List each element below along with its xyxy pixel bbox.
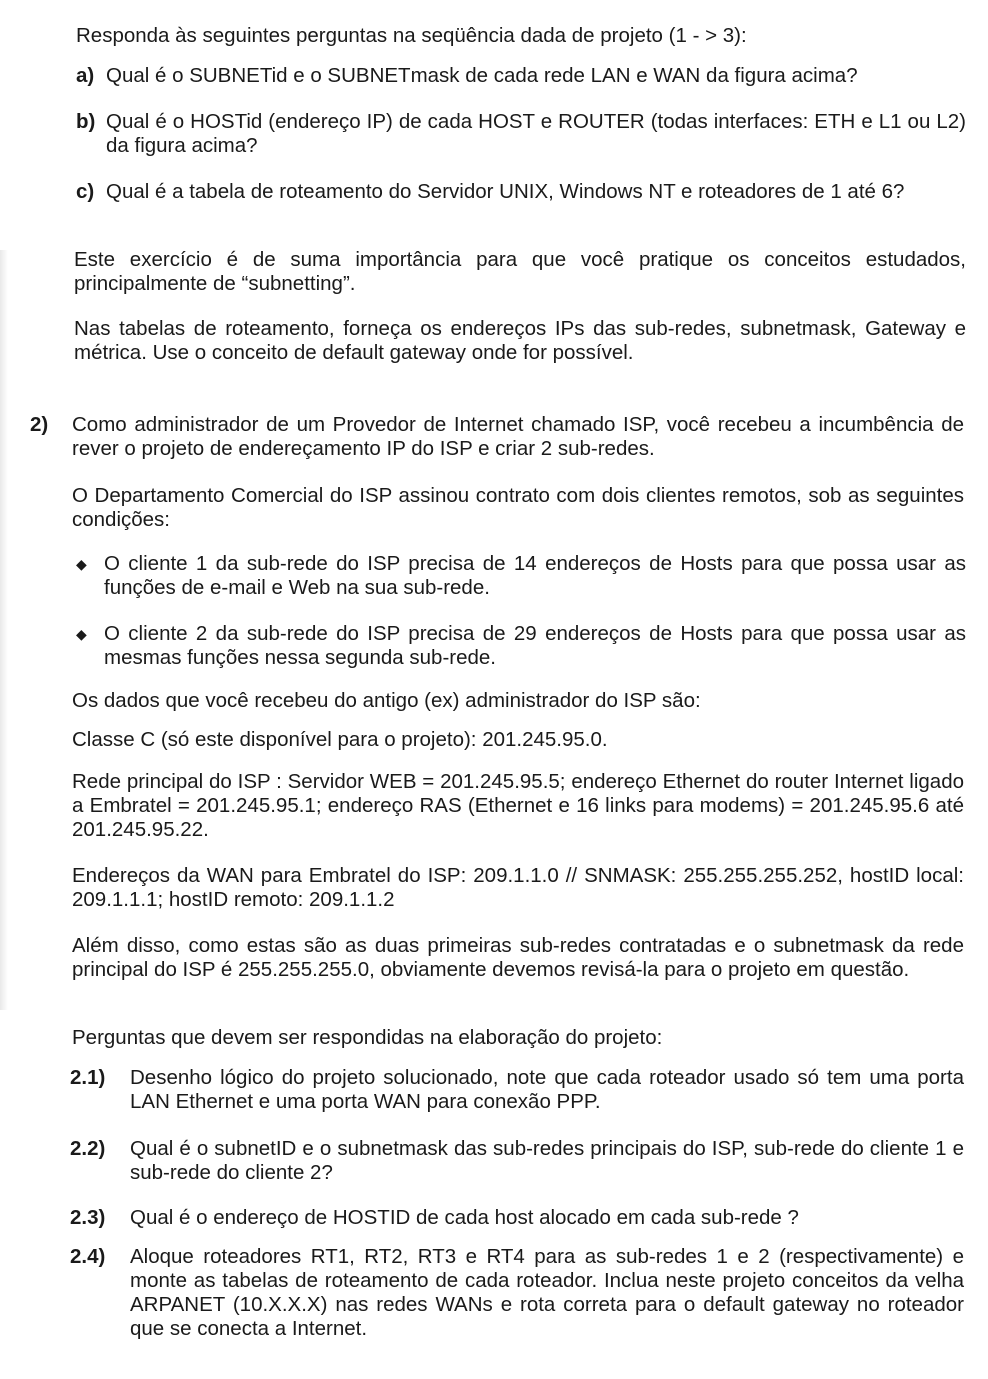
item-2-2-text: Qual é o subnetID e o subnetmask das sub-redes principais do ISP, sub-rede do cliente 1 e sub-rede do cliente 2? <box>130 1137 964 1184</box>
item-2-4-label: 2.4) <box>70 1245 106 1268</box>
item-2-1-label: 2.1) <box>70 1066 106 1089</box>
paragraph-routing-tables: Nas tabelas de roteamento, forneça os endereços IPs das sub-redes, subnetmask, Gateway e métrica. Use o conceito de default gateway onde for possível. <box>74 317 966 364</box>
scan-shadow <box>0 250 8 1010</box>
main-network-paragraph: Rede principal do ISP : Servidor WEB = 201.245.95.5; endereço Ethernet do router Internet ligado a Embratel = 201.245.95.1; endereço RAS (Ethernet e 16 links para modems) = 201.245.95.6 até 201.245.95.22. <box>72 770 964 841</box>
contract-paragraph: O Departamento Comercial do ISP assinou contrato com dois clientes remotos, sob as seguintes condições: <box>72 484 964 531</box>
bullet-client-2: O cliente 2 da sub-rede do ISP precisa de 29 endereços de Hosts para que possa usar as mesmas funções nessa segunda sub-rede. <box>104 622 966 669</box>
item-2-3-text: Qual é o endereço de HOSTID de cada host alocado em cada sub-rede ? <box>130 1206 799 1229</box>
bullet-client-1: O cliente 1 da sub-rede do ISP precisa de 14 endereços de Hosts para que possa usar as funções de e-mail e Web na sua sub-rede. <box>104 552 966 599</box>
item-2-1-text: Desenho lógico do projeto solucionado, note que cada roteador usado só tem uma porta LAN Ethernet e uma porta WAN para conexão PPP. <box>130 1066 964 1113</box>
besides-paragraph: Além disso, como estas são as duas primeiras sub-redes contratadas e o subnetmask da rede principal do ISP é 255.255.255.0, obviamente devemos revisá-la para o projeto em questão. <box>72 934 964 981</box>
questions-intro: Perguntas que devem ser respondidas na elaboração do projeto: <box>72 1026 663 1049</box>
item-2-2-label: 2.2) <box>70 1137 106 1160</box>
wan-paragraph: Endereços da WAN para Embratel do ISP: 209.1.1.0 // SNMASK: 255.255.255.252, hostID local: 209.1.1.1; hostID remoto: 209.1.1.2 <box>72 864 964 911</box>
item-a-label: a) <box>76 64 95 87</box>
item-b-text: Qual é o HOSTid (endereço IP) de cada HOST e ROUTER (todas interfaces: ETH e L1 ou L2) da figura acima? <box>106 110 966 157</box>
item-c-label: c) <box>76 180 95 203</box>
bullet-diamond-icon: ◆ <box>76 556 87 572</box>
item-2-4-text: Aloque roteadores RT1, RT2, RT3 e RT4 para as sub-redes 1 e 2 (respectivamente) e monte as tabelas de roteamento de cada roteador. Inclua neste projeto conceitos da velha ARPANET (10.X.X.X) nas redes WANs e rota correta para o default gateway no roteador que se conecta a Internet. <box>130 1245 964 1340</box>
question-2-text: Como administrador de um Provedor de Internet chamado ISP, você recebeu a incumbência de rever o projeto de endereçamento IP do ISP e criar 2 sub-redes. <box>72 413 964 460</box>
question-2-number: 2) <box>30 413 49 436</box>
item-a-text: Qual é o SUBNETid e o SUBNETmask de cada rede LAN e WAN da figura acima? <box>106 64 858 87</box>
item-b-label: b) <box>76 110 96 133</box>
data-intro: Os dados que você recebeu do antigo (ex) administrador do ISP são: <box>72 689 701 712</box>
class-c-line: Classe C (só este disponível para o projeto): 201.245.95.0. <box>72 728 608 751</box>
intro-text: Responda às seguintes perguntas na seqüência dada de projeto (1 - > 3): <box>76 24 747 47</box>
paragraph-importance: Este exercício é de suma importância para que você pratique os conceitos estudados, principalmente de “subnetting”. <box>74 248 966 295</box>
item-c-text: Qual é a tabela de roteamento do Servidor UNIX, Windows NT e roteadores de 1 até 6? <box>106 180 905 203</box>
item-2-3-label: 2.3) <box>70 1206 106 1229</box>
bullet-diamond-icon: ◆ <box>76 626 87 642</box>
